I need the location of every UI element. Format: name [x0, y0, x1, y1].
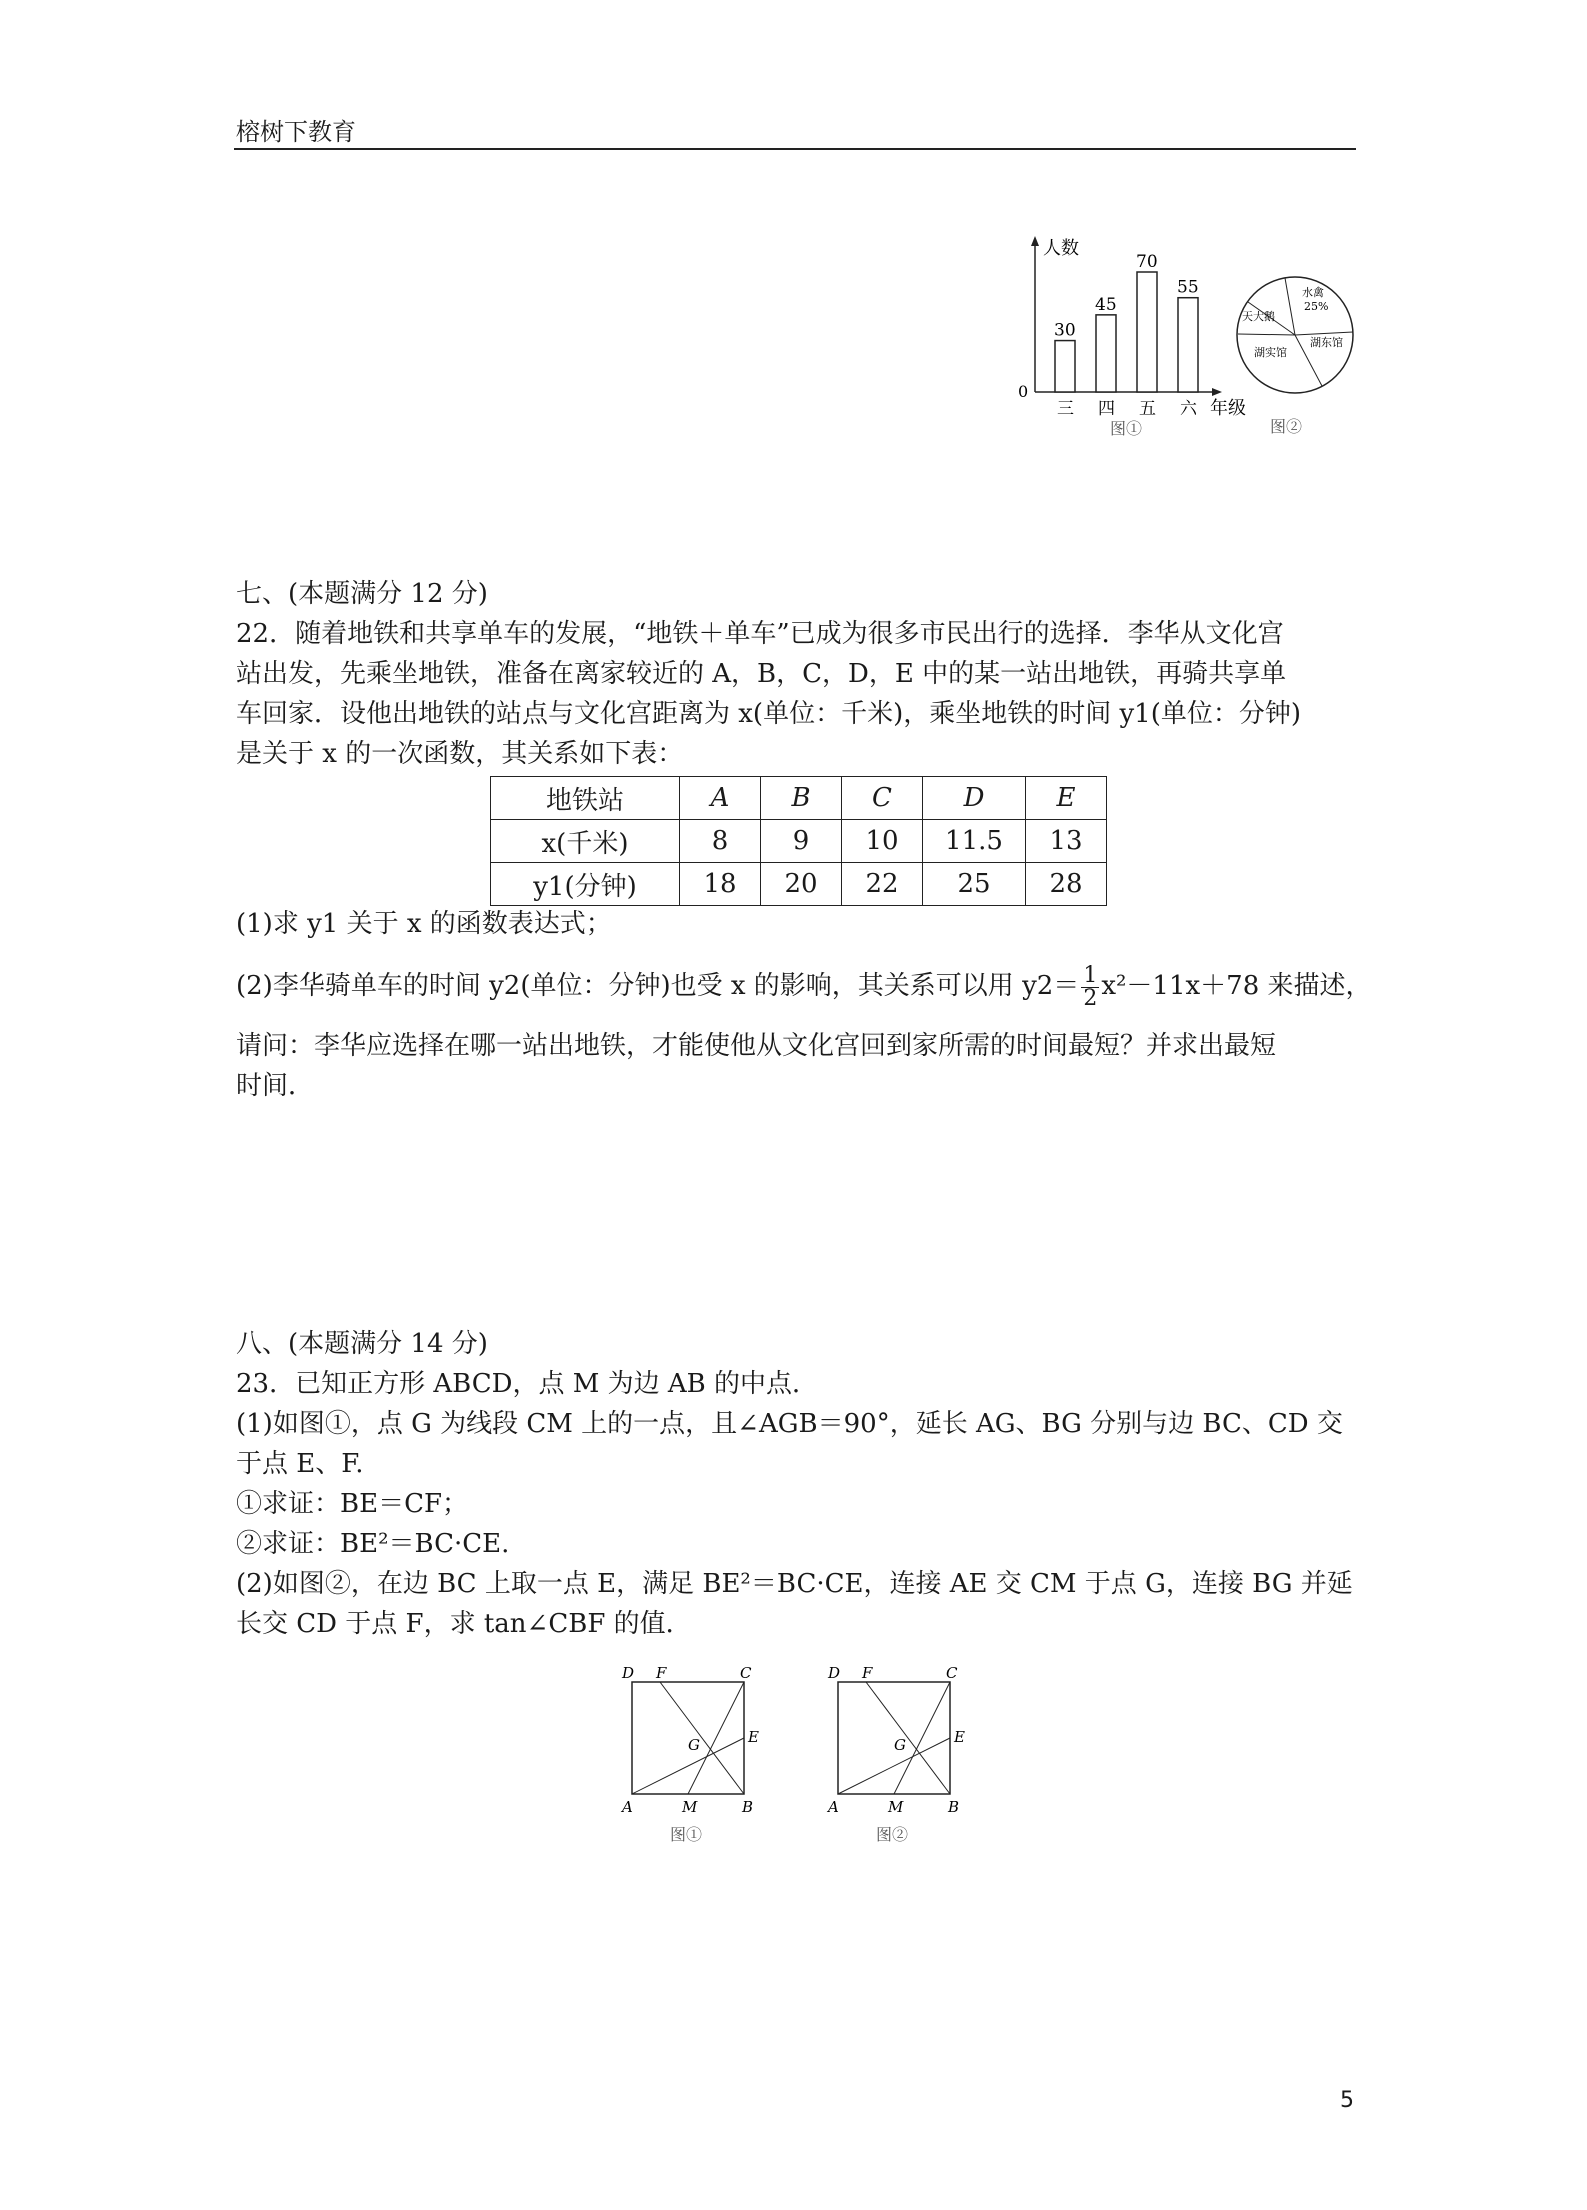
geometry-figure-1: [620, 1664, 790, 1850]
bar: [1137, 272, 1157, 392]
chart-caption: 图①: [1110, 419, 1143, 438]
pie-label: 湖东馆: [1310, 336, 1343, 349]
q22-part1: (1)求 y1 关于 x 的函数表达式；: [236, 909, 612, 939]
fraction-denominator: 2: [1083, 985, 1098, 1011]
pie-divider: [1285, 278, 1295, 335]
table-cell: x(千米): [491, 820, 680, 863]
table-header-cell: C: [842, 777, 923, 820]
table-cell: y1(分钟): [491, 863, 680, 906]
bar-value-label: 70: [1136, 252, 1158, 272]
bar-value-label: 55: [1177, 277, 1199, 298]
table-header-cell: 地铁站: [491, 777, 680, 820]
q23-line: ②求证：BE²＝BC·CE.: [236, 1529, 510, 1559]
figure-caption: 图①: [670, 1825, 703, 1844]
table-cell: 8: [680, 820, 761, 863]
table-cell: 10: [842, 820, 923, 863]
table-header-cell: E: [1026, 777, 1107, 820]
q23-section-heading: 八、(本题满分 14 分): [236, 1329, 488, 1359]
category-tick-label: 五: [1139, 399, 1156, 419]
table-cell: 25: [923, 863, 1026, 906]
table-cell: 28: [1026, 863, 1107, 906]
point-label: B: [948, 1798, 960, 1816]
q22-stem-line: 是关于 x 的一次函数，其关系如下表：: [236, 739, 684, 769]
figure-caption: 图②: [876, 1825, 909, 1844]
point-label: M: [888, 1798, 904, 1816]
category-tick-label: 六: [1180, 399, 1197, 419]
point-label: D: [622, 1664, 635, 1682]
pie-chart: [1230, 270, 1360, 440]
point-label: A: [622, 1798, 633, 1816]
origin-label: 0: [1018, 382, 1029, 401]
bar: [1178, 298, 1198, 392]
table-header-cell: A: [680, 777, 761, 820]
q23-line: (1)如图①，点 G 为线段 CM 上的一点，且∠AGB＝90°，延长 AG、BG 分别与边 BC、CD 交: [236, 1409, 1343, 1439]
point-label: M: [682, 1798, 698, 1816]
q23-line: 于点 E、F.: [236, 1449, 364, 1479]
pie-label: 25%: [1304, 300, 1329, 313]
point-label: G: [688, 1736, 700, 1754]
q22-stem-line: 站出发，先乘坐地铁，准备在离家较近的 A，B，C，D，E 中的某一站出地铁，再骑共享单: [236, 659, 1287, 689]
point-label: A: [828, 1798, 839, 1816]
q22-stem-line: 22．随着地铁和共享单车的发展，“地铁＋单车”已成为很多市民出行的选择．李华从文化宫: [236, 619, 1284, 649]
bar-chart: [1010, 232, 1260, 442]
point-label: C: [740, 1664, 752, 1682]
table-header-row: [491, 777, 1107, 820]
point-label: F: [862, 1664, 873, 1682]
bar: [1096, 315, 1116, 392]
bar-value-label: 30: [1054, 320, 1076, 341]
q23-line: 长交 CD 于点 F，求 tan∠CBF 的值．: [236, 1609, 692, 1639]
q22-stem-line: 车回家．设他出地铁的站点与文化宫距离为 x(单位：千米)，乘坐地铁的时间 y1(单位：分钟): [236, 699, 1301, 729]
header-title: 榕树下教育: [236, 118, 356, 146]
table-cell: 22: [842, 863, 923, 906]
table-cell: 20: [761, 863, 842, 906]
pie-label: 天大鹅: [1242, 310, 1275, 323]
q23-line: ①求证：BE＝CF；: [236, 1489, 469, 1519]
bar: [1055, 341, 1075, 392]
segment-bf: [660, 1682, 744, 1794]
table-header-cell: D: [923, 777, 1026, 820]
pie-label: 湖实馆: [1254, 346, 1287, 359]
point-label: D: [828, 1664, 841, 1682]
header-divider: [234, 148, 1356, 150]
table-row: [491, 820, 1107, 863]
x-axis-label: 年级: [1210, 398, 1246, 419]
table-cell: 13: [1026, 820, 1107, 863]
point-label: E: [954, 1728, 965, 1746]
q22-part2-text: x²－11x＋78 来描述，: [1101, 971, 1372, 1001]
point-label: G: [894, 1736, 906, 1754]
table-header-cell: B: [761, 777, 842, 820]
point-label: E: [748, 1728, 759, 1746]
geometry-figure-2: [826, 1664, 996, 1850]
q22-part2-text: (2)李华骑单车的时间 y2(单位：分钟)也受 x 的影响，其关系可以用 y2＝: [236, 971, 1080, 1001]
q22-section-heading: 七、(本题满分 12 分): [236, 579, 488, 609]
q23-line: 23．已知正方形 ABCD，点 M 为边 AB 的中点．: [236, 1369, 819, 1399]
q22-part2-line: 时间．: [236, 1071, 315, 1101]
segment-bf: [866, 1682, 950, 1794]
table-cell: 18: [680, 863, 761, 906]
q23-line: (2)如图②，在边 BC 上取一点 E，满足 BE²＝BC·CE，连接 AE 交 CM 于点 G，连接 BG 并延: [236, 1569, 1353, 1599]
point-label: B: [742, 1798, 754, 1816]
fraction: [1081, 962, 1099, 1011]
x-axis-arrow: [1212, 388, 1222, 396]
category-tick-label: 四: [1098, 399, 1115, 419]
y-axis-arrow: [1031, 236, 1039, 246]
category-tick-label: 三: [1057, 399, 1074, 419]
table-row: [491, 863, 1107, 906]
page-number: 5: [1340, 2088, 1354, 2113]
y-axis-label: 人数: [1043, 238, 1079, 259]
table-cell: 9: [761, 820, 842, 863]
q22-data-table: [490, 776, 1107, 906]
pie-divider: [1238, 334, 1295, 335]
point-label: F: [656, 1664, 667, 1682]
fraction-numerator: 1: [1083, 962, 1098, 988]
table-cell: 11.5: [923, 820, 1026, 863]
q22-part2-line: 请问：李华应选择在哪一站出地铁，才能使他从文化宫回到家所需的时间最短？并求出最短: [236, 1031, 1277, 1061]
bar-value-label: 45: [1095, 294, 1117, 315]
pie-caption: 图②: [1270, 417, 1303, 436]
point-label: C: [946, 1664, 958, 1682]
pie-divider: [1295, 332, 1353, 335]
q22-part2-line: [236, 956, 1372, 1016]
pie-label: 水禽: [1302, 286, 1324, 299]
